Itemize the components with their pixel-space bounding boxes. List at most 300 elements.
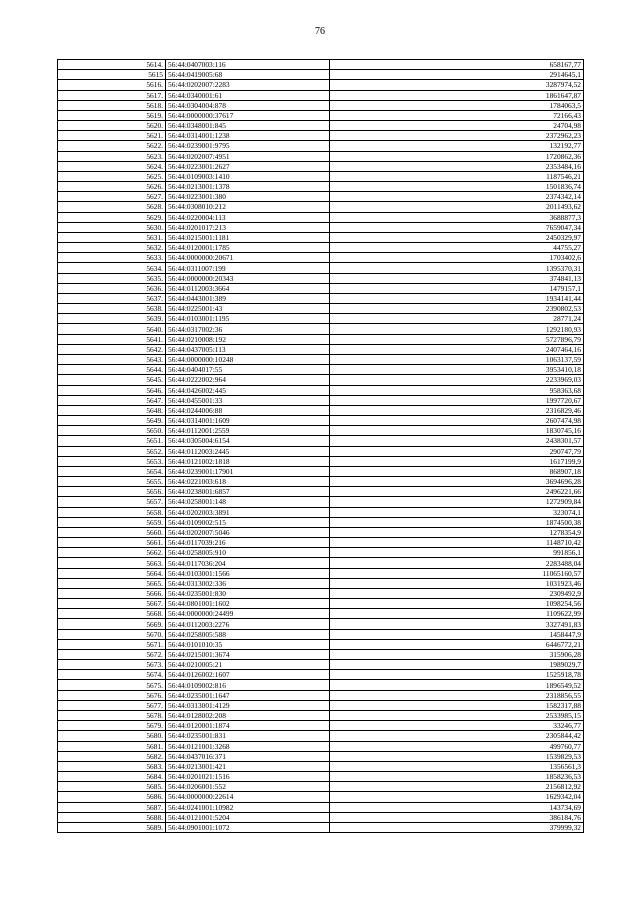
cadastral-number-cell: 56:44:0202007:4951 <box>166 151 330 161</box>
table-row <box>58 772 584 782</box>
table-row <box>58 100 584 110</box>
cadastral-value-cell: 1861647,87 <box>330 90 584 100</box>
row-number-cell: 5621. <box>58 131 166 141</box>
row-number-cell: 5627. <box>58 192 166 202</box>
table-row <box>58 700 584 710</box>
table-row <box>58 588 584 598</box>
row-number-cell: 5683. <box>58 761 166 771</box>
table-row <box>58 416 584 426</box>
cadastral-number-cell: 56:44:0801001:1602 <box>166 599 330 609</box>
row-number-cell: 5682. <box>58 751 166 761</box>
cadastral-number-cell: 56:44:0313002:336 <box>166 578 330 588</box>
row-number-cell: 5618. <box>58 100 166 110</box>
cadastral-value-cell: 2309492,9 <box>330 588 584 598</box>
cadastral-value-cell: 2914645,1 <box>330 70 584 80</box>
cadastral-value-cell: 28771,24 <box>330 314 584 324</box>
cadastral-value-cell: 132192,77 <box>330 141 584 151</box>
table-row <box>58 629 584 639</box>
cadastral-number-cell: 56:44:0202003:3891 <box>166 507 330 517</box>
row-number-cell: 5636. <box>58 283 166 293</box>
cadastral-number-cell: 56:44:0311007:199 <box>166 263 330 273</box>
row-number-cell: 5617. <box>58 90 166 100</box>
cadastral-number-cell: 56:44:0313001:4129 <box>166 700 330 710</box>
cadastral-number-cell: 56:44:0348001:845 <box>166 121 330 131</box>
cadastral-number-cell: 56:44:0121002:1818 <box>166 456 330 466</box>
table-row <box>58 660 584 670</box>
row-number-cell: 5679. <box>58 721 166 731</box>
row-number-cell: 5634. <box>58 263 166 273</box>
row-number-cell: 5630. <box>58 222 166 232</box>
cadastral-number-cell: 56:44:0210005:21 <box>166 660 330 670</box>
cadastral-value-cell: 24704,98 <box>330 121 584 131</box>
cadastral-value-cell: 2011493,62 <box>330 202 584 212</box>
cadastral-value-cell: 1272909,84 <box>330 497 584 507</box>
table-row <box>58 670 584 680</box>
cadastral-value-cell: 72166,43 <box>330 110 584 120</box>
table-row <box>58 446 584 456</box>
table-row <box>58 202 584 212</box>
table-row <box>58 60 584 70</box>
cadastral-value-cell: 2390802,53 <box>330 304 584 314</box>
table-row <box>58 456 584 466</box>
table-row <box>58 365 584 375</box>
cadastral-number-cell: 56:44:0121001:3268 <box>166 741 330 751</box>
row-number-cell: 5620. <box>58 121 166 131</box>
row-number-cell: 5677. <box>58 700 166 710</box>
cadastral-value-cell: 44755,27 <box>330 243 584 253</box>
row-number-cell: 5626. <box>58 182 166 192</box>
cadastral-number-cell: 56:44:0258005:588 <box>166 629 330 639</box>
row-number-cell: 5674. <box>58 670 166 680</box>
cadastral-number-cell: 56:44:0340001:61 <box>166 90 330 100</box>
cadastral-value-cell: 2283488,04 <box>330 558 584 568</box>
table-row <box>58 80 584 90</box>
table-row <box>58 507 584 517</box>
cadastral-number-cell: 56:44:0235001:830 <box>166 588 330 598</box>
table-row <box>58 497 584 507</box>
cadastral-value-cell: 11065160,57 <box>330 568 584 578</box>
table-row <box>58 405 584 415</box>
cadastral-value-cell: 6446772,21 <box>330 639 584 649</box>
cadastral-number-cell: 56:44:0000000:20671 <box>166 253 330 263</box>
cadastral-number-cell: 56:44:0120001:1785 <box>166 243 330 253</box>
cadastral-number-cell: 56:44:0121001:5204 <box>166 812 330 822</box>
cadastral-number-cell: 56:44:0103001:1195 <box>166 314 330 324</box>
cadastral-number-cell: 56:44:0223001:2627 <box>166 161 330 171</box>
row-number-cell: 5658. <box>58 507 166 517</box>
row-number-cell: 5622. <box>58 141 166 151</box>
cadastral-number-cell: 56:44:0258005:910 <box>166 548 330 558</box>
cadastral-number-cell: 56:44:0213001:421 <box>166 761 330 771</box>
row-number-cell: 5665. <box>58 578 166 588</box>
cadastral-value-cell: 2496221,66 <box>330 487 584 497</box>
cadastral-number-cell: 56:44:0210008:192 <box>166 334 330 344</box>
row-number-cell: 5638. <box>58 304 166 314</box>
cadastral-number-cell: 56:44:0220004:113 <box>166 212 330 222</box>
row-number-cell: 5628. <box>58 202 166 212</box>
table-row <box>58 649 584 659</box>
row-number-cell: 5635. <box>58 273 166 283</box>
row-number-cell: 5689. <box>58 822 166 832</box>
cadastral-number-cell: 56:44:0112003:3664 <box>166 283 330 293</box>
cadastral-number-cell: 56:44:0213001:1378 <box>166 182 330 192</box>
cadastral-number-cell: 56:44:0437005:113 <box>166 344 330 354</box>
cadastral-value-cell: 1934141,44 <box>330 293 584 303</box>
cadastral-value-cell: 5727896,79 <box>330 334 584 344</box>
cadastral-value-cell: 3694696,28 <box>330 477 584 487</box>
table-row <box>58 385 584 395</box>
table-row <box>58 822 584 832</box>
cadastral-value-table <box>57 59 584 833</box>
cadastral-number-cell: 56:44:0117039:216 <box>166 538 330 548</box>
row-number-cell: 5664. <box>58 568 166 578</box>
cadastral-number-cell: 56:44:0239001:17901 <box>166 466 330 476</box>
cadastral-number-cell: 56:44:0112003:2445 <box>166 446 330 456</box>
table-row <box>58 711 584 721</box>
row-number-cell: 5633. <box>58 253 166 263</box>
table-row <box>58 344 584 354</box>
table-row <box>58 222 584 232</box>
row-number-cell: 5632. <box>58 243 166 253</box>
cadastral-value-cell: 1784063,5 <box>330 100 584 110</box>
cadastral-number-cell: 56:44:0202007:2283 <box>166 80 330 90</box>
cadastral-value-cell: 1617199,9 <box>330 456 584 466</box>
row-number-cell: 5652. <box>58 446 166 456</box>
cadastral-value-cell: 379999,32 <box>330 822 584 832</box>
table-row <box>58 334 584 344</box>
cadastral-value-cell: 374841,13 <box>330 273 584 283</box>
row-number-cell: 5649. <box>58 416 166 426</box>
row-number-cell: 5631. <box>58 232 166 242</box>
cadastral-value-cell: 323074,1 <box>330 507 584 517</box>
row-number-cell: 5640. <box>58 324 166 334</box>
cadastral-number-cell: 56:44:0426002:445 <box>166 385 330 395</box>
cadastral-value-cell: 2450329,97 <box>330 232 584 242</box>
row-number-cell: 5662. <box>58 548 166 558</box>
row-number-cell: 5667. <box>58 599 166 609</box>
table-row <box>58 578 584 588</box>
row-number-cell: 5656. <box>58 487 166 497</box>
cadastral-value-cell: 1031923,46 <box>330 578 584 588</box>
row-number-cell: 5625. <box>58 171 166 181</box>
table-row <box>58 690 584 700</box>
row-number-cell: 5681. <box>58 741 166 751</box>
table-row <box>58 731 584 741</box>
cadastral-number-cell: 56:44:0112001:2559 <box>166 426 330 436</box>
row-number-cell: 5660. <box>58 527 166 537</box>
table-row <box>58 293 584 303</box>
row-number-cell: 5615 <box>58 70 166 80</box>
cadastral-number-cell: 56:44:0201021:1516 <box>166 772 330 782</box>
row-number-cell: 5642. <box>58 344 166 354</box>
cadastral-number-cell: 56:44:0101010:35 <box>166 639 330 649</box>
table-body <box>58 60 584 833</box>
cadastral-value-cell: 1629342,04 <box>330 792 584 802</box>
cadastral-number-cell: 56:44:0000000:22614 <box>166 792 330 802</box>
cadastral-value-cell: 2533985,15 <box>330 711 584 721</box>
table-row <box>58 517 584 527</box>
table-row <box>58 599 584 609</box>
cadastral-number-cell: 56:44:0235001:831 <box>166 731 330 741</box>
cadastral-number-cell: 56:44:0202007:5046 <box>166 527 330 537</box>
row-number-cell: 5673. <box>58 660 166 670</box>
table-row <box>58 263 584 273</box>
table-row <box>58 324 584 334</box>
cadastral-number-cell: 56:44:0128002:208 <box>166 711 330 721</box>
table-row <box>58 90 584 100</box>
row-number-cell: 5672. <box>58 649 166 659</box>
table-row <box>58 548 584 558</box>
cadastral-value-cell: 1703402,6 <box>330 253 584 263</box>
cadastral-value-cell: 2156812,92 <box>330 782 584 792</box>
cadastral-value-cell: 2374342,14 <box>330 192 584 202</box>
cadastral-value-cell: 1148710,42 <box>330 538 584 548</box>
table-row <box>58 161 584 171</box>
cadastral-value-cell: 3688877,3 <box>330 212 584 222</box>
row-number-cell: 5650. <box>58 426 166 436</box>
cadastral-value-cell: 2233969,03 <box>330 375 584 385</box>
row-number-cell: 5624. <box>58 161 166 171</box>
cadastral-number-cell: 56:44:0419005:68 <box>166 70 330 80</box>
cadastral-number-cell: 56:44:0117036:204 <box>166 558 330 568</box>
table-row <box>58 741 584 751</box>
cadastral-number-cell: 56:44:0235001:1647 <box>166 690 330 700</box>
cadastral-value-cell: 33246,77 <box>330 721 584 731</box>
table-row <box>58 232 584 242</box>
cadastral-value-cell: 2353484,16 <box>330 161 584 171</box>
cadastral-value-cell: 143734,69 <box>330 802 584 812</box>
cadastral-value-cell: 1997720,67 <box>330 395 584 405</box>
table-row <box>58 639 584 649</box>
table-row <box>58 680 584 690</box>
cadastral-number-cell: 56:44:0109003:1410 <box>166 171 330 181</box>
row-number-cell: 5688. <box>58 812 166 822</box>
cadastral-number-cell: 56:44:0239001:9795 <box>166 141 330 151</box>
cadastral-number-cell: 56:44:0238001:6857 <box>166 487 330 497</box>
table-row <box>58 812 584 822</box>
row-number-cell: 5641. <box>58 334 166 344</box>
row-number-cell: 5671. <box>58 639 166 649</box>
cadastral-value-cell: 499760,77 <box>330 741 584 751</box>
cadastral-number-cell: 56:44:0407003:116 <box>166 60 330 70</box>
row-number-cell: 5616. <box>58 80 166 90</box>
cadastral-value-cell: 1098254,56 <box>330 599 584 609</box>
table-row <box>58 192 584 202</box>
cadastral-value-cell: 1525918,78 <box>330 670 584 680</box>
cadastral-number-cell: 56:44:0314001:1609 <box>166 416 330 426</box>
row-number-cell: 5659. <box>58 517 166 527</box>
row-number-cell: 5614. <box>58 60 166 70</box>
row-number-cell: 5647. <box>58 395 166 405</box>
table-row <box>58 314 584 324</box>
table-row <box>58 792 584 802</box>
table-row <box>58 436 584 446</box>
table-row <box>58 131 584 141</box>
table-row <box>58 802 584 812</box>
cadastral-number-cell: 56:44:0304004:878 <box>166 100 330 110</box>
cadastral-value-cell: 1187546,21 <box>330 171 584 181</box>
table-row <box>58 395 584 405</box>
row-number-cell: 5654. <box>58 466 166 476</box>
cadastral-number-cell: 56:44:0221003:618 <box>166 477 330 487</box>
cadastral-value-cell: 868907,18 <box>330 466 584 476</box>
cadastral-value-cell: 386184,76 <box>330 812 584 822</box>
table-row <box>58 273 584 283</box>
cadastral-number-cell: 56:44:0201017:213 <box>166 222 330 232</box>
row-number-cell: 5653. <box>58 456 166 466</box>
cadastral-value-cell: 1501836,74 <box>330 182 584 192</box>
cadastral-number-cell: 56:44:0317002:36 <box>166 324 330 334</box>
cadastral-value-cell: 2372962,23 <box>330 131 584 141</box>
table-row <box>58 619 584 629</box>
table-row <box>58 354 584 364</box>
row-number-cell: 5655. <box>58 477 166 487</box>
cadastral-value-cell: 1292180,93 <box>330 324 584 334</box>
cadastral-value-cell: 1539829,53 <box>330 751 584 761</box>
cadastral-number-cell: 56:44:0206001:552 <box>166 782 330 792</box>
cadastral-value-cell: 2407464,16 <box>330 344 584 354</box>
table-row <box>58 110 584 120</box>
table-row <box>58 527 584 537</box>
cadastral-number-cell: 56:44:0225001:43 <box>166 304 330 314</box>
table-row <box>58 538 584 548</box>
row-number-cell: 5668. <box>58 609 166 619</box>
cadastral-value-cell: 1458447,9 <box>330 629 584 639</box>
table-row <box>58 487 584 497</box>
row-number-cell: 5646. <box>58 385 166 395</box>
table-row <box>58 151 584 161</box>
table-row <box>58 70 584 80</box>
cadastral-number-cell: 56:44:0223001:380 <box>166 192 330 202</box>
row-number-cell: 5685. <box>58 782 166 792</box>
row-number-cell: 5684. <box>58 772 166 782</box>
table-row <box>58 477 584 487</box>
cadastral-value-cell: 2607474,98 <box>330 416 584 426</box>
cadastral-number-cell: 56:44:0000000:24499 <box>166 609 330 619</box>
cadastral-value-cell: 1063137,59 <box>330 354 584 364</box>
cadastral-value-cell: 3953410,18 <box>330 365 584 375</box>
row-number-cell: 5680. <box>58 731 166 741</box>
table-row <box>58 212 584 222</box>
row-number-cell: 5648. <box>58 405 166 415</box>
row-number-cell: 5678. <box>58 711 166 721</box>
cadastral-number-cell: 56:44:0215001:3674 <box>166 649 330 659</box>
table-row <box>58 253 584 263</box>
cadastral-number-cell: 56:44:0314001:1238 <box>166 131 330 141</box>
cadastral-value-cell: 1830745,16 <box>330 426 584 436</box>
row-number-cell: 5623. <box>58 151 166 161</box>
table-row <box>58 721 584 731</box>
row-number-cell: 5629. <box>58 212 166 222</box>
cadastral-value-cell: 2318856,55 <box>330 690 584 700</box>
cadastral-number-cell: 56:44:0120001:1874 <box>166 721 330 731</box>
table-row <box>58 304 584 314</box>
table-row <box>58 171 584 181</box>
row-number-cell: 5644. <box>58 365 166 375</box>
table-row <box>58 558 584 568</box>
table-row <box>58 466 584 476</box>
page-number: 76 <box>315 26 325 37</box>
row-number-cell: 5643. <box>58 354 166 364</box>
row-number-cell: 5687. <box>58 802 166 812</box>
row-number-cell: 5657. <box>58 497 166 507</box>
cadastral-value-cell: 2316829,46 <box>330 405 584 415</box>
cadastral-value-cell: 1720862,36 <box>330 151 584 161</box>
cadastral-value-cell: 658167,77 <box>330 60 584 70</box>
row-number-cell: 5645. <box>58 375 166 385</box>
table-row <box>58 121 584 131</box>
table-row <box>58 283 584 293</box>
table-row <box>58 375 584 385</box>
cadastral-value-cell: 1858236,53 <box>330 772 584 782</box>
cadastral-number-cell: 56:44:0112003:2276 <box>166 619 330 629</box>
cadastral-number-cell: 56:44:0222002:964 <box>166 375 330 385</box>
cadastral-number-cell: 56:44:0443001:389 <box>166 293 330 303</box>
cadastral-value-cell: 3327491,83 <box>330 619 584 629</box>
table-row <box>58 141 584 151</box>
cadastral-number-cell: 56:44:0404017:55 <box>166 365 330 375</box>
row-number-cell: 5669. <box>58 619 166 629</box>
table-row <box>58 609 584 619</box>
cadastral-number-cell: 56:44:0455001:33 <box>166 395 330 405</box>
cadastral-value-cell: 1896549,52 <box>330 680 584 690</box>
cadastral-value-cell: 290747,79 <box>330 446 584 456</box>
cadastral-value-cell: 1989029,7 <box>330 660 584 670</box>
cadastral-number-cell: 56:44:0109002:816 <box>166 680 330 690</box>
table-row <box>58 751 584 761</box>
cadastral-number-cell: 56:44:0103001:1566 <box>166 568 330 578</box>
cadastral-number-cell: 56:44:0000000:10248 <box>166 354 330 364</box>
row-number-cell: 5639. <box>58 314 166 324</box>
cadastral-value-cell: 2305844,42 <box>330 731 584 741</box>
cadastral-number-cell: 56:44:0241001:10982 <box>166 802 330 812</box>
row-number-cell: 5637. <box>58 293 166 303</box>
row-number-cell: 5666. <box>58 588 166 598</box>
row-number-cell: 5675. <box>58 680 166 690</box>
cadastral-number-cell: 56:44:0305004:6154 <box>166 436 330 446</box>
row-number-cell: 5619. <box>58 110 166 120</box>
cadastral-value-cell: 315906,28 <box>330 649 584 659</box>
row-number-cell: 5651. <box>58 436 166 446</box>
row-number-cell: 5661. <box>58 538 166 548</box>
cadastral-value-cell: 991856,1 <box>330 548 584 558</box>
row-number-cell: 5676. <box>58 690 166 700</box>
cadastral-value-cell: 7659047,34 <box>330 222 584 232</box>
cadastral-value-cell: 3287974,52 <box>330 80 584 90</box>
cadastral-value-cell: 1109622,99 <box>330 609 584 619</box>
cadastral-value-cell: 1356561,3 <box>330 761 584 771</box>
cadastral-number-cell: 56:44:0109002:515 <box>166 517 330 527</box>
table-row <box>58 426 584 436</box>
cadastral-value-cell: 1874500,38 <box>330 517 584 527</box>
cadastral-value-cell: 1582317,88 <box>330 700 584 710</box>
row-number-cell: 5663. <box>58 558 166 568</box>
row-number-cell: 5686. <box>58 792 166 802</box>
cadastral-number-cell: 56:44:0308010:212 <box>166 202 330 212</box>
table-row <box>58 568 584 578</box>
cadastral-value-cell: 1479157,1 <box>330 283 584 293</box>
table-row <box>58 782 584 792</box>
table-row <box>58 182 584 192</box>
cadastral-number-cell: 56:44:0000000:20343 <box>166 273 330 283</box>
cadastral-number-cell: 56:44:0215001:1181 <box>166 232 330 242</box>
cadastral-number-cell: 56:44:0244006:88 <box>166 405 330 415</box>
cadastral-value-cell: 1395370,31 <box>330 263 584 273</box>
cadastral-value-cell: 1278354,9 <box>330 527 584 537</box>
cadastral-value-cell: 2438301,57 <box>330 436 584 446</box>
table-row <box>58 761 584 771</box>
table-row <box>58 243 584 253</box>
